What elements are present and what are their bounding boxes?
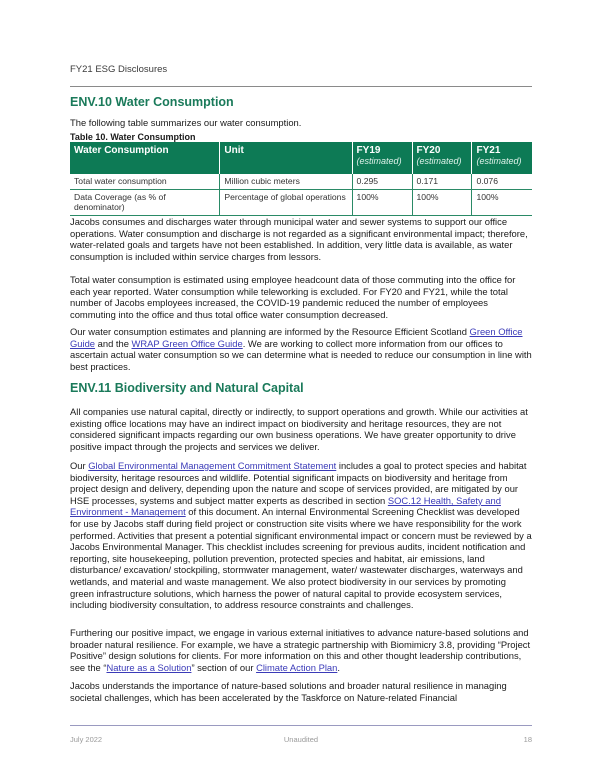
water-intro: The following table summarizes our water consumption.	[70, 117, 302, 128]
climate-action-plan-link[interactable]: Climate Action Plan	[256, 661, 338, 673]
column-header: FY20 (estimated)	[412, 142, 472, 174]
wrap-green-office-guide-link[interactable]: WRAP Green Office Guide	[131, 337, 243, 349]
table-caption: Table 10. Water Consumption	[70, 132, 196, 142]
column-header: Water Consumption	[70, 142, 220, 174]
table-cell: 100%	[472, 189, 532, 215]
table-row	[70, 189, 532, 215]
column-header: FY19 (estimated)	[352, 142, 412, 174]
column-header: FY21 (estimated)	[472, 142, 532, 174]
section-heading-water: ENV.10 Water Consumption	[70, 95, 234, 109]
header-divider	[70, 86, 532, 87]
footer-divider	[70, 725, 532, 726]
table-header-row	[70, 142, 532, 174]
table-row	[70, 174, 532, 189]
soc12-link[interactable]: SOC.12 Health, Safety and Environment - Management	[70, 494, 501, 518]
water-paragraph-2: Total water consumption is estimated using employee headcount data of those commuting into the office for each year reported. Water consumption while teleworking is excluded. For FY20 and FY21, while the total number of Jacobs employees increased, the COVID-19 pandemic reduced the number of employees commuting into the office and thus total office water consumption decreased.	[70, 274, 516, 320]
water-paragraph-1: Jacobs consumes and discharges water through municipal water and sewer systems to support our office operations. Water consumption and discharge is not regarded as a significant environmental impact; therefore, water-related goals and targets have not been established. In addition, very little data is available, as water consumption is included within service charges from lessors.	[70, 216, 528, 262]
water-consumption-table	[70, 142, 532, 216]
table-cell: Data Coverage (as % of denominator)	[70, 189, 220, 215]
nature-as-a-solution-link[interactable]: Nature as a Solution	[106, 661, 192, 673]
footer-status: Unaudited	[283, 735, 319, 744]
water-paragraph-3: Our water consumption estimates and planning are informed by the Resource Efficient Scotland Green Office Guide and the WRAP Green Office Guide. We are working to collect more information from our offices to ascertain actual water consumption so we can determine what is needed to reduce our consumption in line with best practices.	[70, 326, 532, 372]
table-cell: 100%	[352, 189, 412, 215]
biodiversity-paragraph-2: Our Global Environmental Management Commitment Statement includes a goal to protect species and habitat biodiversity, heritage resources and wildlife. Potential significant impacts on biodiversity and heritage from project design and delivery, depending upon the nature and scope of services provided, are mitigated by our HSE processes, systems and subject matter experts as described in section SOC.12 Health, Safety and Environment - Management of this document. An internal Environmental Screening Checklist was developed for use by Jacobs staff during field project or construction site visits where we have responsibility for the work performed. Activities that present a potential significant environmental impact or concern must be reviewed by a Jacobs Environmental Manager. This checklist includes screening for previous audits, incident notification and reporting, site housekeeping, pollution prevention, protected species and habitat, air emissions, land disturbance/ excavation/ stockpiling, stormwater management, water/ wastewater discharges, waterways and wetlands, and material and waste management. We also protect biodiversity in our services by promoting green infrastructure solutions, which harness the power of natural capital to provide ecosystem services, including biodiversity consultation, to address resource constraints and challenges.	[70, 460, 532, 611]
table-cell: Percentage of global operations	[220, 189, 352, 215]
green-office-guide-link[interactable]: Green Office Guide	[70, 326, 523, 349]
section-heading-biodiversity: ENV.11 Biodiversity and Natural Capital	[70, 381, 304, 395]
table-cell: 100%	[412, 189, 472, 215]
gemcs-link[interactable]: Global Environmental Management Commitment Statement	[88, 460, 337, 471]
biodiversity-paragraph-4: Jacobs understands the importance of nature-based solutions and broader natural resilience in managing societal challenges, which has been accelerated by the Taskforce on Nature-related Financial	[70, 680, 507, 703]
table-cell: 0.171	[412, 174, 472, 189]
page-number: 18	[523, 735, 532, 744]
table-cell: Total water consumption	[70, 174, 220, 189]
footer-date: July 2022	[70, 735, 103, 744]
table-cell: 0.076	[472, 174, 532, 189]
biodiversity-paragraph-1: All companies use natural capital, directly or indirectly, to support operations and growth. While our activities at existing office locations may have an indirect impact on biodiversity and heritage resources, they are not considered significant impacts regarding our own business operations. We have greater opportunity to drive positive impact through the projects and services we deliver.	[70, 406, 528, 452]
column-header: Unit	[220, 142, 352, 174]
table-cell: 0.295	[352, 174, 412, 189]
table-cell: Million cubic meters	[220, 174, 352, 189]
running-header: FY21 ESG Disclosures	[70, 64, 168, 75]
biodiversity-paragraph-3: Furthering our positive impact, we engage in various external initiatives to advance nature-based solutions and broader natural resilience. For example, we have a strategic partnership with Biomimicry 3.8, providing “Project Positive” design solutions for clients. For more information on this and other thought leadership contributions, see the “Nature as a Solution” section of our Climate Action Plan.	[70, 627, 531, 673]
